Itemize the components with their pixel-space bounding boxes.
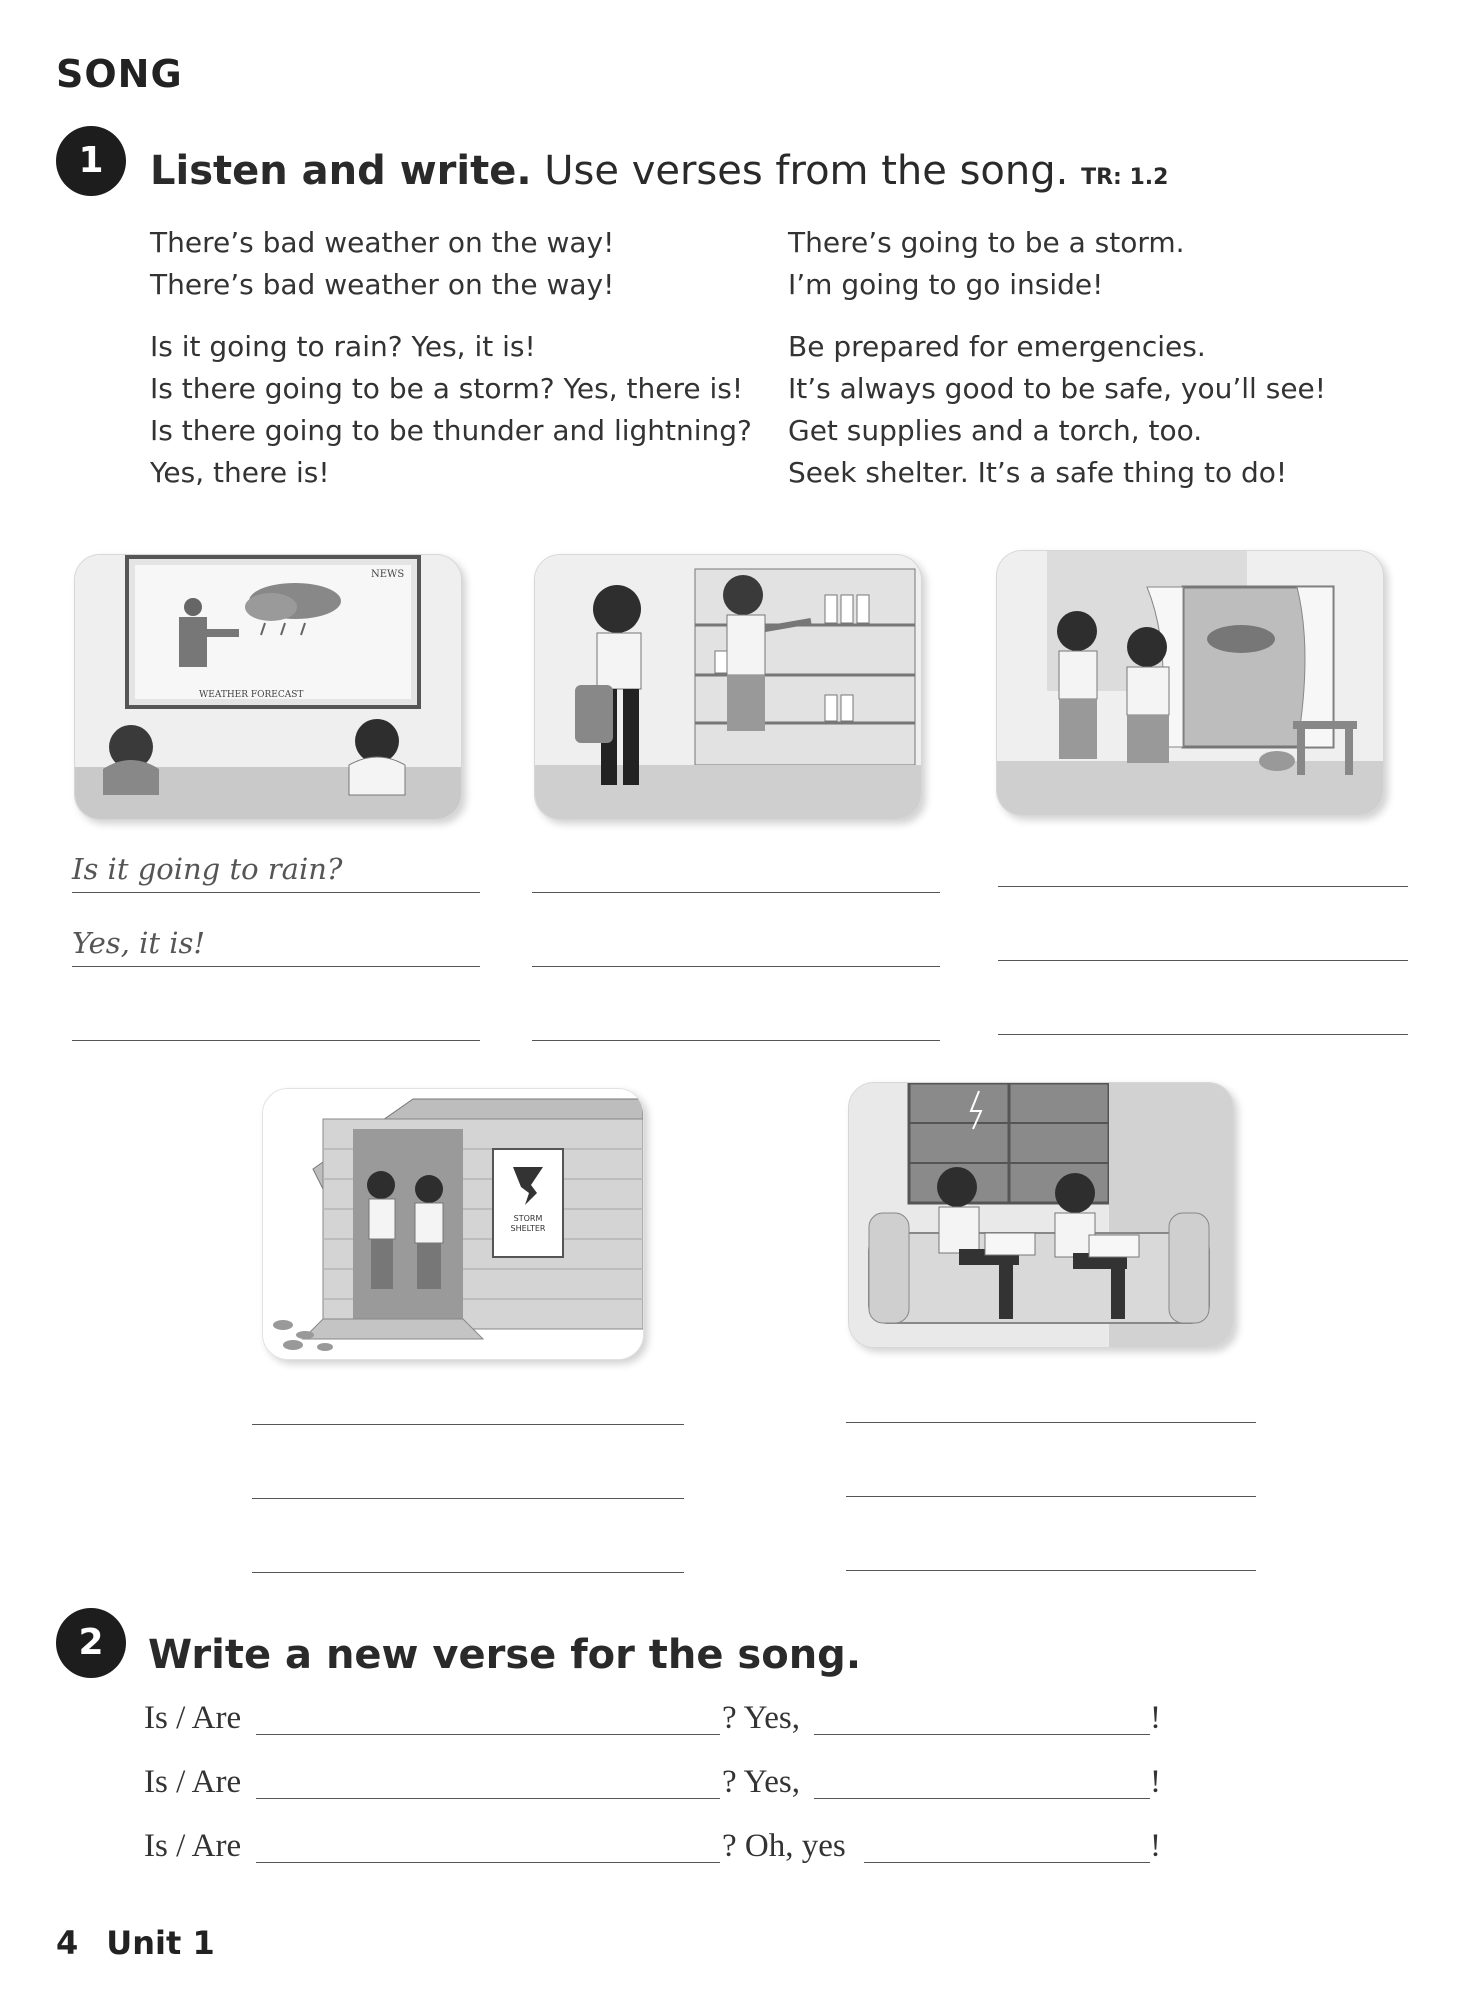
answer-line[interactable] bbox=[998, 960, 1408, 961]
answer-line[interactable] bbox=[72, 1040, 480, 1041]
lyric-line: Is there going to be thunder and lightning? bbox=[150, 414, 752, 447]
tv-forecast-label: WEATHER FORECAST bbox=[199, 690, 304, 700]
answer-line[interactable] bbox=[846, 1496, 1256, 1497]
verse-row-mid: ? Oh, yes bbox=[722, 1828, 846, 1864]
lyric-line: There’s going to be a storm. bbox=[788, 226, 1185, 259]
lyric-line: Is there going to be a storm? Yes, there is! bbox=[150, 372, 744, 405]
verse-blank[interactable] bbox=[864, 1862, 1150, 1863]
verse-row-mid: ? Yes, bbox=[722, 1700, 800, 1736]
exercise-2-heading: Write a new verse for the song. bbox=[148, 1632, 862, 1678]
verse-blank[interactable] bbox=[814, 1798, 1150, 1799]
verse-row bbox=[144, 1700, 241, 1737]
verse-row bbox=[144, 1828, 241, 1865]
verse-blank[interactable] bbox=[814, 1734, 1150, 1735]
lyrics-right-stanza-1 bbox=[788, 222, 1185, 306]
answer-line[interactable] bbox=[532, 966, 940, 967]
exercise-2-number-badge: 2 bbox=[56, 1608, 126, 1678]
shelter-sign-line-1: STORM bbox=[513, 1214, 543, 1223]
answer-line[interactable] bbox=[252, 1498, 684, 1499]
verse-blank[interactable] bbox=[256, 1798, 720, 1799]
lyrics-left-stanza-1 bbox=[150, 222, 614, 306]
verse-row-end: ! bbox=[1150, 1700, 1161, 1736]
exercise-1-heading bbox=[150, 148, 1168, 194]
answer-line[interactable] bbox=[72, 966, 480, 967]
answer-line[interactable] bbox=[72, 892, 480, 893]
example-answer: Yes, it is! bbox=[72, 926, 206, 960]
verse-blank[interactable] bbox=[256, 1862, 720, 1863]
lyric-line: There’s bad weather on the way! bbox=[150, 268, 615, 301]
verse-row-start: Is / Are bbox=[144, 1700, 242, 1736]
tv-forecast-illustration bbox=[75, 555, 461, 819]
exercise-1-heading-bold: Listen and write. bbox=[150, 148, 532, 194]
lyric-line: Yes, there is! bbox=[150, 456, 330, 489]
verse-blank[interactable] bbox=[256, 1734, 720, 1735]
lyrics-left-stanza-2 bbox=[150, 326, 752, 494]
lyrics-right-stanza-2 bbox=[788, 326, 1326, 494]
answer-line[interactable] bbox=[998, 1034, 1408, 1035]
picture-tv-weather-forecast bbox=[74, 554, 462, 820]
lyric-line: Is it going to rain? Yes, it is! bbox=[150, 330, 536, 363]
picture-reading-on-couch bbox=[848, 1082, 1234, 1348]
answer-line[interactable] bbox=[998, 886, 1408, 887]
example-question: Is it going to rain? bbox=[72, 852, 343, 886]
verse-row-start: Is / Are bbox=[144, 1828, 242, 1864]
couch-illustration bbox=[849, 1083, 1233, 1347]
lyric-line: It’s always good to be safe, you’ll see! bbox=[788, 372, 1327, 405]
track-number: TR: 1.2 bbox=[1081, 165, 1169, 190]
picture-storm-inside bbox=[996, 550, 1384, 816]
verse-row-mid: ? Yes, bbox=[722, 1764, 800, 1800]
storm-shelter-illustration bbox=[263, 1089, 643, 1359]
shelter-sign-line-2: SHELTER bbox=[510, 1224, 546, 1233]
answer-line[interactable] bbox=[532, 1040, 940, 1041]
page-number: 4 bbox=[56, 1924, 79, 1962]
picture-storm-shelter bbox=[262, 1088, 644, 1360]
answer-line[interactable] bbox=[252, 1572, 684, 1573]
page-footer bbox=[56, 1924, 243, 1962]
lyric-line: I’m going to go inside! bbox=[788, 268, 1104, 301]
verse-row bbox=[144, 1764, 241, 1801]
verse-row-end: ! bbox=[1150, 1828, 1161, 1864]
storm-inside-illustration bbox=[997, 551, 1383, 815]
exercise-1-heading-rest: Use verses from the song. bbox=[544, 148, 1069, 194]
tv-news-label: NEWS bbox=[371, 569, 405, 580]
verse-row-start: Is / Are bbox=[144, 1764, 242, 1800]
lyric-line: Be prepared for emergencies. bbox=[788, 330, 1206, 363]
answer-line[interactable] bbox=[252, 1424, 684, 1425]
lyric-line: There’s bad weather on the way! bbox=[150, 226, 615, 259]
verse-row-end: ! bbox=[1150, 1764, 1161, 1800]
picture-buying-supplies bbox=[534, 554, 922, 820]
unit-label: Unit 1 bbox=[106, 1924, 215, 1962]
answer-line[interactable] bbox=[846, 1422, 1256, 1423]
lyric-line: Get supplies and a torch, too. bbox=[788, 414, 1203, 447]
section-title: SONG bbox=[56, 52, 183, 96]
lyric-line: Seek shelter. It’s a safe thing to do! bbox=[788, 456, 1288, 489]
answer-line[interactable] bbox=[532, 892, 940, 893]
exercise-1-number-badge: 1 bbox=[56, 126, 126, 196]
supplies-illustration bbox=[535, 555, 921, 819]
answer-line[interactable] bbox=[846, 1570, 1256, 1571]
